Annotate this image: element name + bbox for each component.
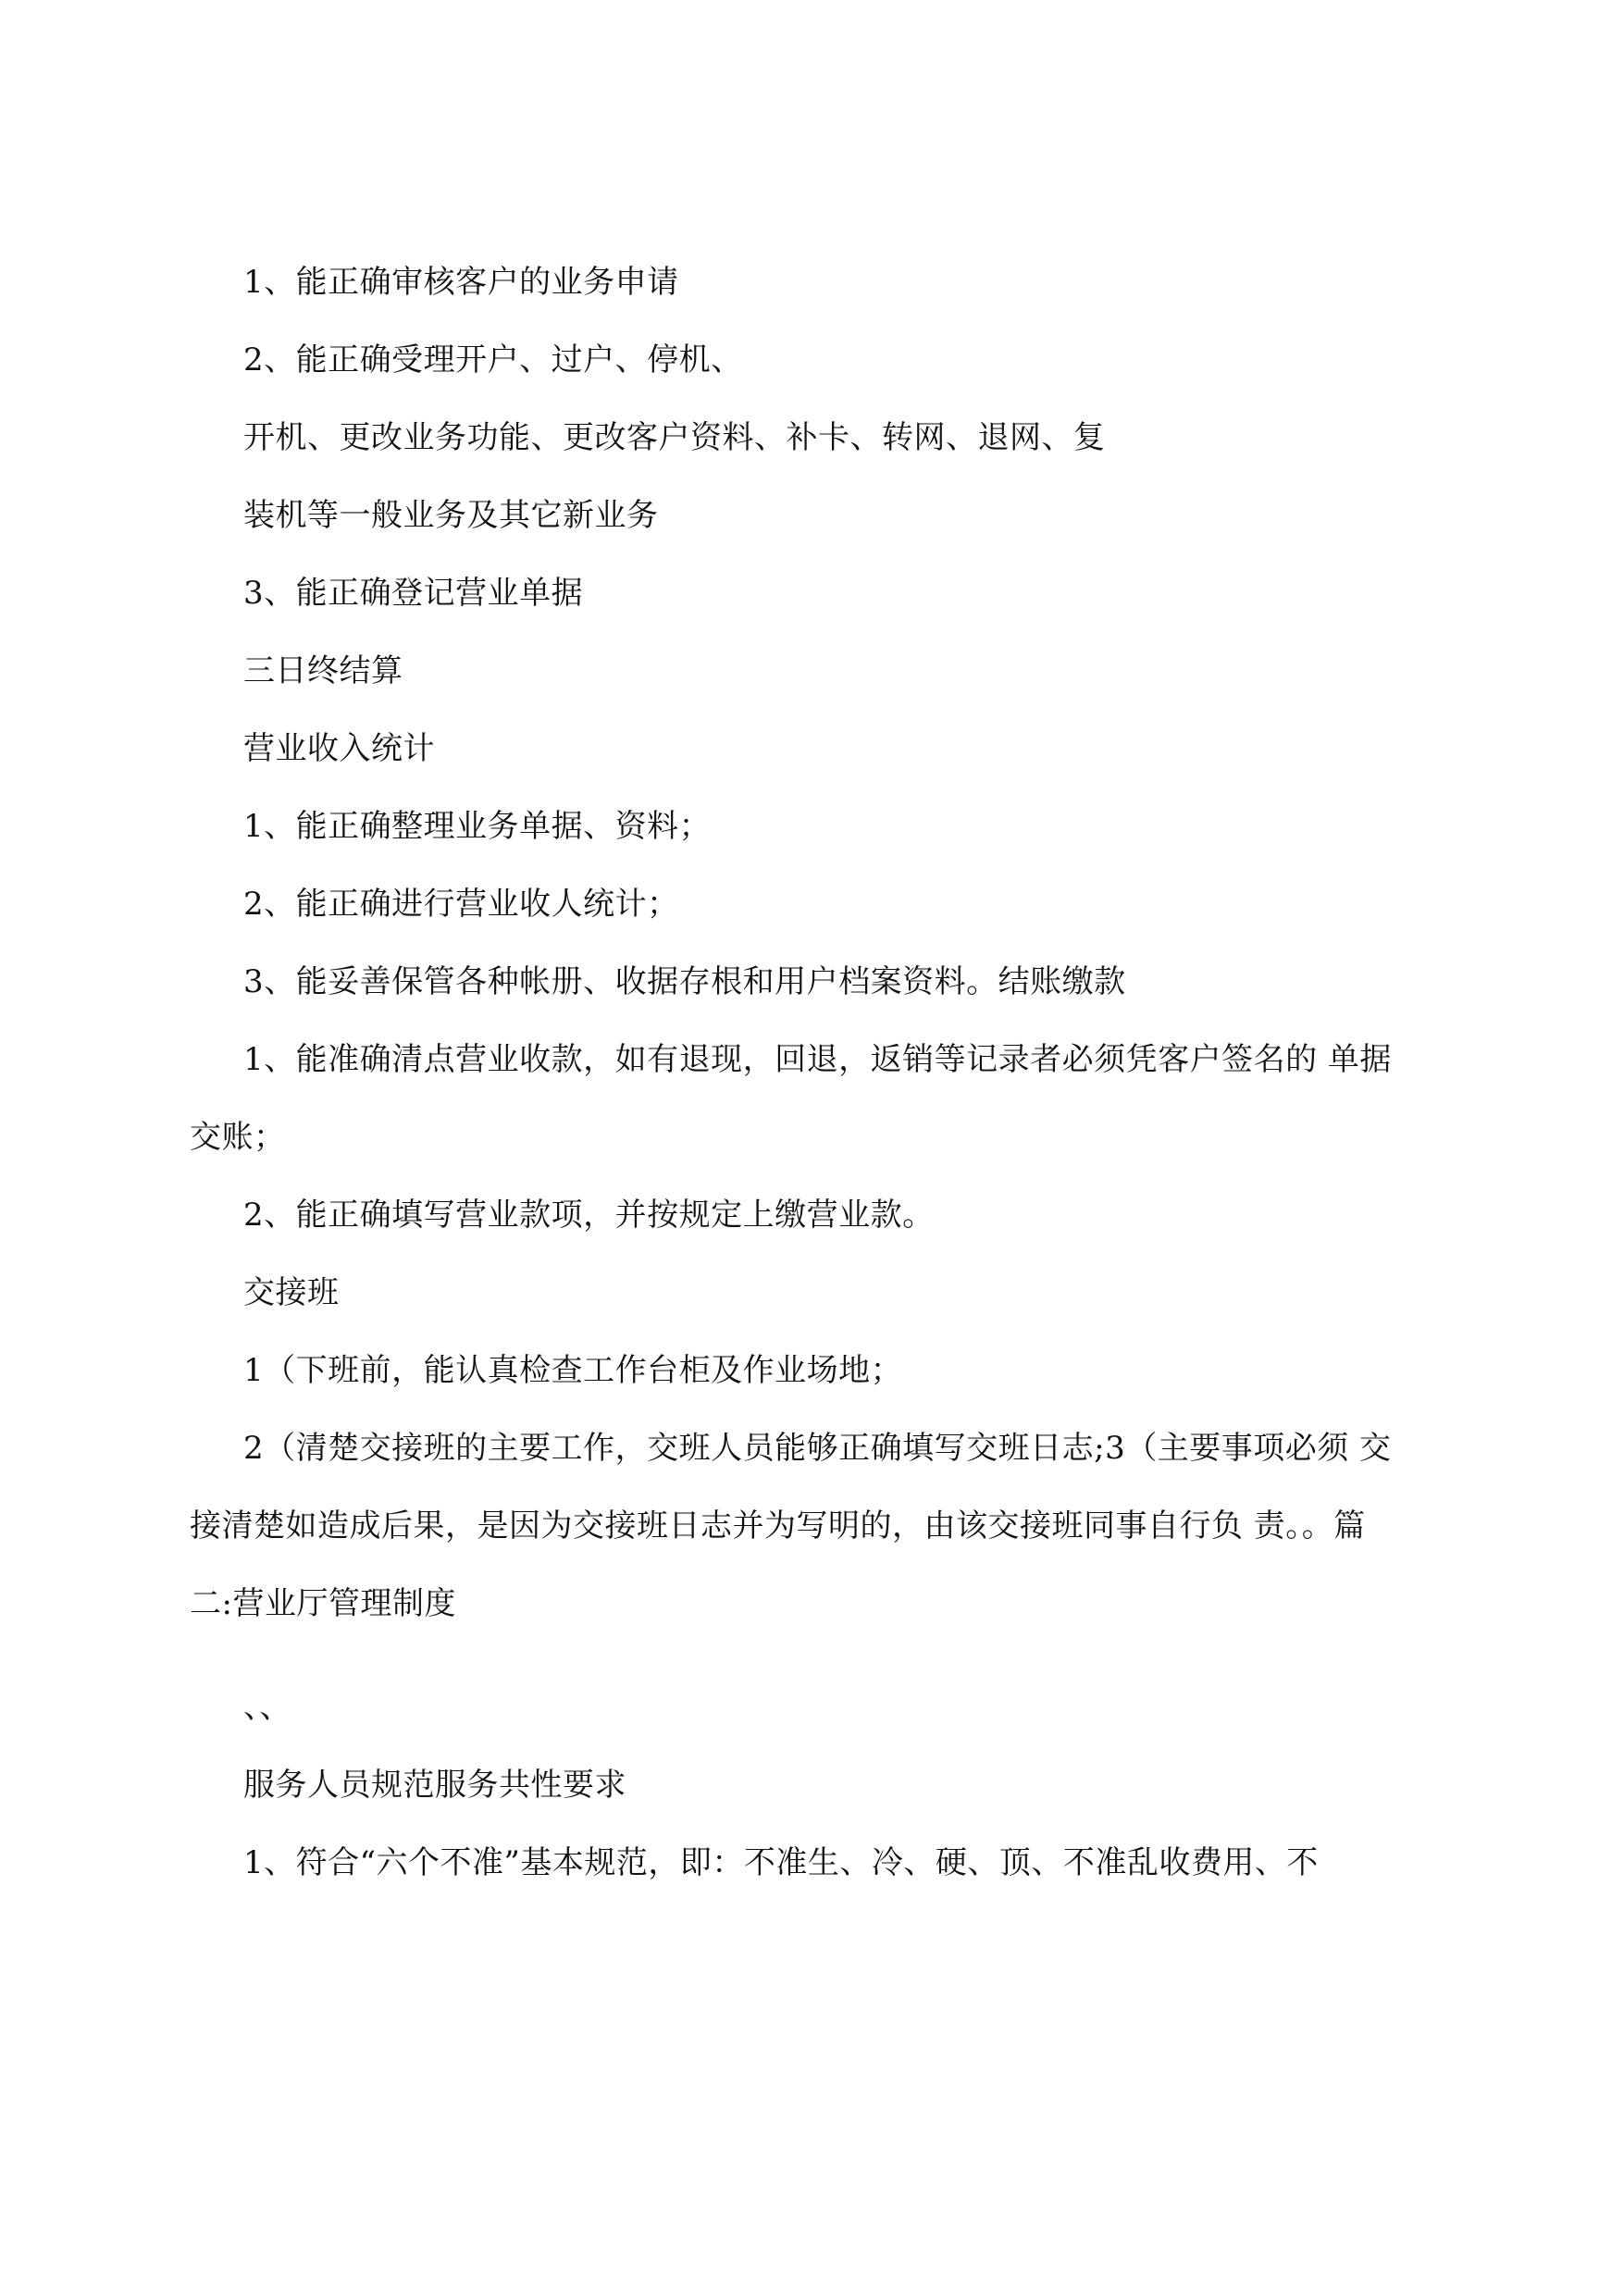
text-line-2: 2、能正确受理开户、过户、停机、 bbox=[243, 341, 743, 378]
text-line-17: 接清楚如造成后果，是因为交接班日志并为写明的，由该交接班同事自行负 责。。篇 bbox=[190, 1507, 1366, 1544]
text-line-4: 装机等一般业务及其它新业务 bbox=[243, 497, 659, 534]
subsection-heading-shift: 交接班 bbox=[243, 1274, 340, 1311]
text-line-19: 、、 bbox=[243, 1689, 291, 1726]
text-line-9: 2、能正确进行营业收人统计； bbox=[243, 886, 679, 923]
text-line-16: 2（清楚交接班的主要工作，交班人员能够正确填写交班日志;3（主要事项必须 交 bbox=[243, 1430, 1392, 1467]
subsection-heading-revenue: 营业收入统计 bbox=[243, 730, 435, 767]
text-line-1: 1、能正确审核客户的业务申请 bbox=[243, 264, 679, 301]
section-heading-settlement: 三日终结算 bbox=[243, 652, 403, 689]
text-line-15: 1（下班前，能认真检查工作台柜及作业场地； bbox=[243, 1352, 903, 1389]
text-line-12: 交账； bbox=[190, 1119, 286, 1156]
text-line-10: 3、能妥善保管各种帐册、收据存根和用户档案资料。结账缴款 bbox=[243, 963, 1126, 1000]
text-line-21: 1、符合“六个不准”基本规范，即：不准生、冷、硬、顶、不准乱收费用、不 bbox=[243, 1844, 1319, 1881]
text-line-3: 开机、更改业务功能、更改客户资料、补卡、转网、退网、复 bbox=[243, 419, 1106, 456]
text-line-18: 二:营业厅管理制度 bbox=[190, 1585, 456, 1622]
section-heading-service: 服务人员规范服务共性要求 bbox=[243, 1767, 626, 1804]
text-line-8: 1、能正确整理业务单据、资料； bbox=[243, 808, 712, 845]
text-line-11: 1、能准确清点营业收款，如有退现，回退，返销等记录者必须凭客户签名的 单据 bbox=[243, 1041, 1392, 1078]
text-line-5: 3、能正确登记营业单据 bbox=[243, 575, 584, 612]
text-line-13: 2、能正确填写营业款项，并按规定上缴营业款。 bbox=[243, 1197, 935, 1234]
